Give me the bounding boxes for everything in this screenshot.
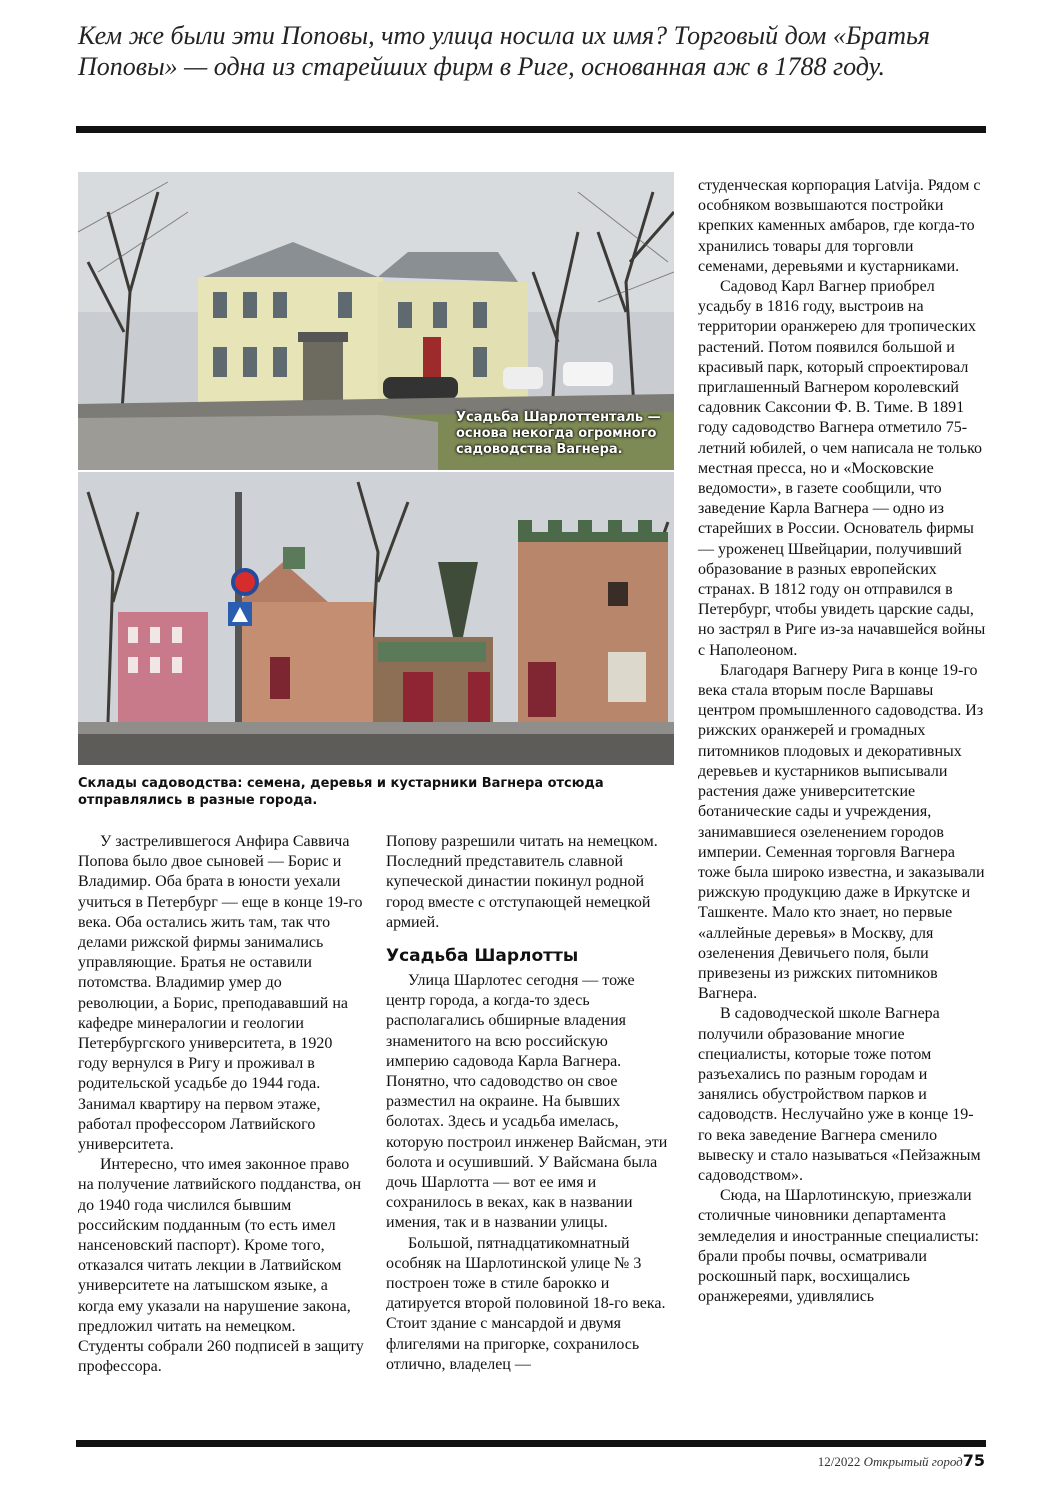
paragraph: Садовод Карл Вагнер приобрел усадьбу в 1816 году, выстроив на территории оранжерею для тропических растений. Потом появился большой и красивый парк, который спроектировал приглашенный Вагнером королевский садовник Саксонии Ф. В. Тиме. В 1891 году садоводство Вагнера отметило 75-летний юбилей, о чем написала не только местная пресса, но и «Московские ведомости», в газете сообщили, что заведение Карла Вагнера — одно из старейших в России. Основатель фирмы — уроженец Швейцарии, получивший образование в разных европейских странах. В 1812 году он отправился в Петербург, чтобы увидеть царские сады, но застрял в Риге из-за начавшейся войны с Наполеоном. [698,278,986,659]
paragraph: В садоводческой школе Вагнера получили образование многие специалисты, которые тоже потом разъехались по разным городам и занялись обустройством парков и садоводств. Неслучайно уже в конце 19-го века заведение Вагнера сменило вывеску и стало называться «Пейзажным садоводством». [698,1005,981,1184]
warehouse-photo [78,472,674,765]
page-number: 75 [962,1451,985,1470]
paragraph: Благодаря Вагнеру Рига в конце 19-го века стала вторым после Варшавы центром промышленного садоводства. Из рижских оранжерей и громадных питомников плодовых и декоративных деревьев и кустарников выписывали растения даже университетские ботанические сады и учреждения, занимавшиеся озеленением городов империи. Семенная торговля Вагнера тоже была широко известна, и заказывали рижскую продукцию даже в Иркутске и Ташкенте. Мало кто знает, но первые «аллейные деревья» в Москву, для озеленения Девичьего поля, были привезены из рижских питомников Вагнера. [698,661,985,1003]
top-rule [76,126,986,133]
paragraph: студенческая корпорация Latvija. Рядом с особняком возвышаются постройки крепких каменных амбаров, где когда-то хранились товары для торговли семенами, деревьями и кустарниками. [698,177,981,275]
section-heading: Усадьба Шарлотты [386,946,579,967]
page-footer [818,1451,985,1470]
manor-photo-caption: Усадьба Шарлоттенталь — основа некогда огромного садоводства Вагнера. [456,410,661,457]
text-column-3 [698,176,986,1307]
warehouse-photo-caption: Склады садоводства: семена, деревья и кустарники Вагнера отсюда отправлялись в разные города. [78,776,604,808]
text-column-2 [386,832,672,1375]
paragraph: У застрелившегося Анфира Саввича Попова было двое сыновей — Борис и Владимир. Оба брата в юности уехали учиться в Петербург — еще в конце 19-го века. Оба остались жить там, так что делами рижской фирмы занимались управляющие. Братья не оставили потомства. Владимир умер до революции, а Борис, преподававший на кафедре минералогии и геологии Петербургского университета, в 1920 году вернулся в Ригу и проживал в родительской усадьбе до 1944 года. Занимал квартиру на первом этаже, работал профессором Латвийского университета. [78,833,363,1154]
paragraph: Большой, пятнадцатикомнатный особняк на Шарлотинской улице № 3 построен тоже в стиле барокко и датируется второй половиной 18-го века. Стоит здание с мансардой и двумя флигелями на пригорке, сохранилось отлично, владелец — [386,1234,666,1373]
paragraph: Интересно, что имея законное право на получение латвийского подданства, он до 1940 года числился бывшим российским подданным (то есть имел нансеновский паспорт). Кроме того, отказался читать лекции в Латвийском университете на латышском языке, а когда ему указали на нарушение закона, предложил читать на немецком. Студенты собрали 260 подписей в защиту профессора. [78,1156,364,1376]
paragraph: Сюда, на Шарлотинскую, приезжали столичные чиновники департамента земледелия и иностранные специалисты: брали пробы почвы, осматривали роскошный парк, восхищались оранжереями, удивлялись [698,1187,979,1306]
publication-name: Открытый город [863,1454,963,1469]
lead-paragraph: Кем же были эти Поповы, что улица носила их имя? Торговый дом «Братья Поповы» — одна из старейших фирм в Риге, основанная аж в 1788 году. [78,21,930,81]
issue-number: 12/2022 [817,1454,861,1469]
paragraph: Улица Шарлотес сегодня — тоже центр города, а когда-то здесь располагались обширные владения знаменитого на всю российскую империю садовода Карла Вагнера. Понятно, что садоводство он свое разместил на окраине. На бывших болотах. Здесь и усадьба имелась, которую построил инженер Вайсман, эти болота и осушивший. У Вайсмана была дочь Шарлотта — вот ее имя и сохранилось в веках, как в названии имения, так и в названии улицы. [386,972,668,1232]
text-column-1 [78,832,364,1377]
bottom-rule [76,1440,986,1447]
paragraph: Попову разрешили читать на немецком. Последний представитель славной купеческой династии покинул родной город вместе с отступающей немецкой армией. [386,833,658,931]
